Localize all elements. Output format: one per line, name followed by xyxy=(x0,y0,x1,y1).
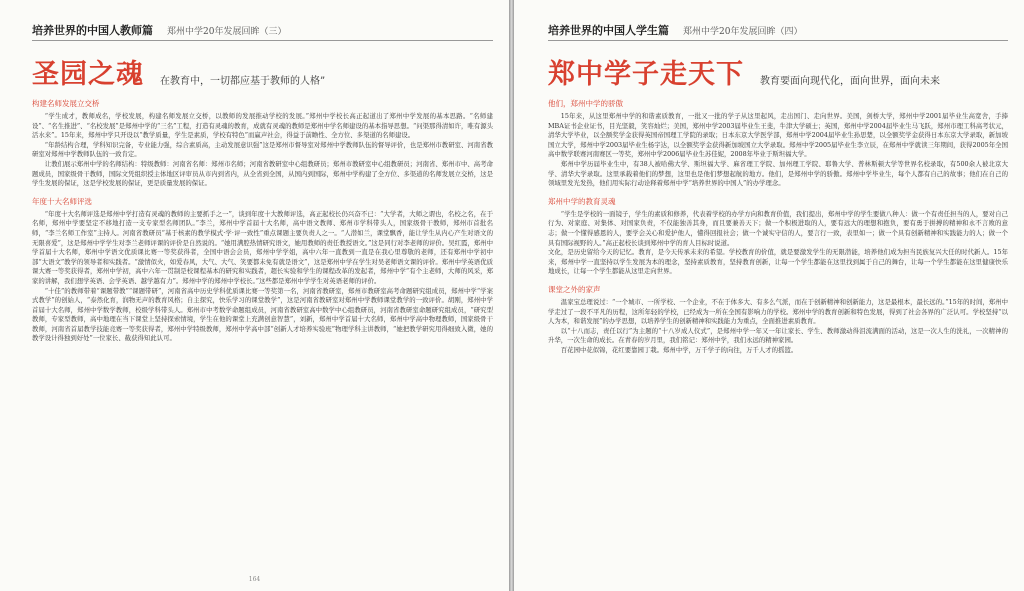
left-article-title: 圣园之魂 xyxy=(32,59,144,90)
right-series-title: 培养世界的中国人学生篇 xyxy=(548,24,669,37)
left-section-heading-1: 构建名师发展立交桥 xyxy=(32,99,100,108)
left-series-title: 培养世界的中国人教师篇 xyxy=(32,24,153,37)
left-paragraph-5: “十佳”的教师带着“课题带教”“课题带研”，河南省高中历史学科优质课比赛一等奖第一名，河南省教研室，郑州市教研室高考命题研究组成员，郑州中学“学案式教学”的创始人，“泰然化育，润物无声的教育风格；自主探究，快乐学习的课堂教学”，这是河南省教研室对郑州中学教师课堂教学的一致评价。胡刚，郑州中学首届十大名师，郑州中学数学教师，校级学科带头人。郑州市中考数学命题组成员，河南省教研室高中数学中心组教研员，河南省教研室命题研究组成员，“研究型教师，专家型教师，高中地理在当下课堂上坚持探索情境，学生在他的课堂上充满创意智慧”，刘新，郑州中学首届十大名师，郑州中学高中物理教师，国家级骨干教师，河南省首届教学技能竞赛一等奖获得者，郑州中学特级教师，郑州中学高中部“创新人才培养实验班”物理学科主讲教师，“她把教学研究用得细致入微，她的教学设计得独到好处”一位家长、截获得知此认可。 xyxy=(32,286,493,343)
left-running-header xyxy=(32,22,493,41)
right-paragraph-6: 以“十八而志，责任以行”为主题的“十八岁成人仪式”，是郑州中学一年又一年让家长、学生、教师激动得泪流满面的活动，这是一次人生的洗礼，一次精神的升华，一次生命的成长。在青春的岁月里，我们铭记：郑州中学，我们永远的精神家园。 xyxy=(548,326,1008,345)
right-title-row xyxy=(548,55,1008,91)
right-section-heading-2: 郑州中学的教育灵魂 xyxy=(548,196,616,206)
right-paragraph-1: 15年来，从这里郑州中学的和谐素质教育，一批又一批的学子从这里起风，走出国门、走向世界。美国，剑桥大学，郑州中学2001届毕业生高宽舍，手捧MBA证书企业证书，目光坚毅，笑容灿烂；美国，郑州中学2003届毕业生王斐，牛津大学硕士；英国，郑州中学2004届毕业生马飞跃，郑州市理工科高考状元，清华大学毕业，以全额奖学金获得英国帝国理工学院的录取；日本东京大学医学部，郑州中学2004届毕业生孙思楚，以全额奖学金获得日本东京大学录取，新加坡国立大学，郑州中学2003届毕业生杨宇达，以全额奖学金获得新加坡国立大学录取。郑州中学2005届毕业生李立辰，在郑州中学就读三年期间，获得2005年全国高中数学联赛河南赛区一等奖，郑州中学2006届毕业生苏佳妮，2008年毕业于斯坦福大学。 xyxy=(548,112,1008,159)
left-page xyxy=(0,0,509,591)
left-paragraph-1: “学生成才，教师成名，学校发展，构建名师发展立交桥，以教师的发展推动学校的发展。”郑州中学校长高正起道出了郑州中学发展的基本思路。“名师建设”、“名生推进”、“名校发展”是郑州中学的“三名”工程，打造有灵魂的教育，成就有灵魂的教师是郑州中学名师建设的基本指导思想。“问渠那得清如许，唯有源头活水来”。15年来，郑州中学只开设以“教学质量，学生是素质，学校有特色”而赢声社会，得益于前瞻性、全方位、多渠道的名师建设。 xyxy=(32,112,493,140)
left-section-heading-2: 年度十大名师评选 xyxy=(32,196,92,206)
left-article-tagline: 在教育中，一切都应基于教师的人格” xyxy=(160,76,326,87)
left-section-subtitle: 郑州中学20年发展回眸（三） xyxy=(167,27,287,37)
right-paragraph-3: “学生是学校的一面镜子，学生的素质和修养，代表着学校的办学方向和教育价值，我们提出，郑州中学的学生要做八种人：做一个有责任担当的人，要对自己行为、对家庭、对集体、对国家负责，不仅能独善其身，而且要兼善天下；做一个积极进取的人，要有远大的理想和抱负，要有勇于拼搏的精神和永不言败的意志；做一个懂得感恩的人，要学会关心和爱护他人，懂得回报社会；做一个诚实守信的人，要言行一致，表里如一；做一个具有创新精神和实践能力的人；做一个具有国际视野的人。”高正起校长谈到郑州中学的育人目标时说道。 xyxy=(548,209,1008,247)
right-section-heading-3: 课堂之外的家声 xyxy=(548,284,601,294)
right-paragraph-7: 百花园中花似锦，花红要靠园丁栽。郑州中学，万千学子的向往，万千人才的摇篮。 xyxy=(560,345,798,354)
page-number: 164 xyxy=(248,576,261,583)
left-paragraph-2: “年龄结构合理，学科知识完备，专业能力强，综合素质高，主动发展意识强”这是郑州市督导室对郑州中学教师队伍的督导评价，也是郑州市教研室、河南省教研室对郑州中学教师队伍的一致肯定。 xyxy=(32,140,493,159)
right-article-tagline: 教育要面向现代化，面向世界，面向未来 xyxy=(760,76,940,87)
right-section-heading-1: 他们，郑州中学的骄傲 xyxy=(548,99,623,108)
right-paragraph-2: 郑州中学历届毕业生中，有38人被哈佛大学、斯坦福大学、麻省理工学院、加州理工学院、耶鲁大学、普林斯顿大学等世界名校录取，有500余人被北京大学、清华大学录取。这里承载着他们的梦想，这里也是他们梦想起航的地方。他们，是郑州中学的骄傲。郑州中学毕业生，每个人都有自己的故事；他们在自己的领域里发光发热，他们用实际行动诠释着郑州中学“培养世界的中国人”的办学理念。 xyxy=(548,159,1008,188)
right-paragraph-4: 文化，是历史留给今天的记忆。教育，是今天传承未来的希望。学校教育的价值，就是要激发学生的无限潜能，培养他们成为担当民族复兴大任的时代新人。15年来，郑州中学一直坚持以学生发展为本的理念，坚持素质教育，坚持教育创新，让每一个学生都能在这里找到属于自己的舞台，让每一个学生都能在这里健康快乐地成长，让每一个学生都能从这里走向世界。 xyxy=(548,248,1008,276)
left-title-row xyxy=(32,55,493,91)
left-paragraph-4: “年度十大名师评选是郑州中学打造有灵魂的教师的主要抓手之一”，谈到年度十大教师评选，高正起校长仍兴奋不已：“大学者，大师之谓也，名校之名，在于名师，郑州中学要坚定不移地打造一支专家型名师团队。”李兰，郑州中学首届十大名师，高中语文教师、郑州市学科带头人，国家级骨干教师，郑州市首批名师，“李兰名师工作室”主持人。河南省教研员“基于核素的教学模式·学·评一致性”重点课题主要负责人之一。“人潜如兰，课堂飘香，能让学生从内心产生对语文的无限喜爱”，这是郑州中学学生对李兰老师评课的评价是自然说的。“她用满腔热情研究语文，她用教师的责任教授语文。”这是同行对李老师的评价。吴红霞，郑州中学首届十大名师，郑州中学语文优质课比赛一等奖获得者，全国中语会会员，郑州中学学姐，高中六年一直教到一直是在我心里尊敬的老师，还有郑州中学初中部“大语文”教学的领导者和实践者。“激情似火，如爱春风，大气、大气、笑要都未免有就是语文”，这是郑州中学在学生对吴老师语文课的评价。郑州中学英语优质课大赛一等奖获得者，郑州中学初，高中六年一贯制是校课程基本的研究和实践者，超长实验和学生的课程改革的发起者，郑州中学“有个主老师，大师的风采，郑家的讲解，我们想学英语、会学英语、越学越有力”。郑州中学的郑州中学校长。”这些都是郑州中学学生对英语老师的评价。 xyxy=(32,209,493,285)
right-section-subtitle: 郑州中学20年发展回眸（四） xyxy=(683,27,803,37)
right-article-title: 郑中学子走天下 xyxy=(548,59,744,90)
left-paragraph-3: 让教们展示郑州中学的名师结构：特级教师：河南省名师：郑州市名师；河南省教研室中心组教研员；郑州市教研室中心组教研员；河南省、郑州市中、高考命题成员，国家级骨干教师，国际文凭组织授主体地区评审员从市内到省内，从全省到全国，从国内到国际，郑州中学构建了全方位、多渠道的名师发展立交桥，这是学生发展的保证，这是学校发展的保证，更是质量发展的保证。 xyxy=(32,159,493,188)
right-page xyxy=(514,0,1024,591)
right-paragraph-5: 温家宝总理说过：“一个城市、一所学校、一个企业，不在于体多大、有多么气派，而在于创新精神和创新能力，这是最根本，最长远的。”15年的时间，郑州中学走过了一段不平凡的历程，这所年轻的学校，已经成为一所在全国有影响力的学校。郑州中学的教育创新和特色发展，得到了社会各界的广泛认可。学校坚持“以人为本，和谐发展”的办学思想，以培养学生的创新精神和实践能力为重点，全面推进素质教育。 xyxy=(548,297,1008,326)
right-running-header xyxy=(548,22,1008,41)
